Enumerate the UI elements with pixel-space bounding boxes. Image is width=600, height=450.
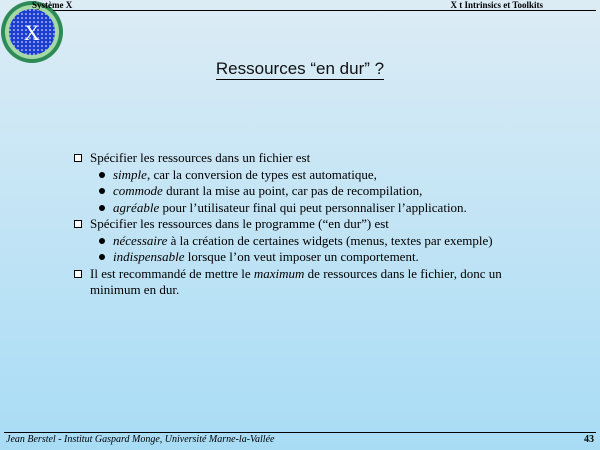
- sub-bullet-text: , car la conversion de types est automatique,: [146, 166, 377, 182]
- sub-bullet-2-1: [70, 233, 550, 250]
- header-rule: [53, 10, 596, 11]
- header-left: Système X: [32, 0, 73, 10]
- emphasis: indispensable: [113, 249, 185, 264]
- bullet-3-line-2: minimum en dur.: [90, 282, 180, 297]
- emphasis: maximum: [253, 265, 305, 281]
- emphasis: agréable: [113, 199, 160, 215]
- bullet-1-text: Spécifier les ressources dans un fichier est: [90, 150, 311, 165]
- header-right: X t Intrinsics et Toolkits: [450, 0, 543, 10]
- dot-bullet-icon: [99, 238, 105, 244]
- sub-bullet-text: à la création de certaines widgets (menus, textes par exemple): [167, 232, 493, 248]
- bullet-1: [70, 150, 550, 167]
- bullet-3-text: Il est recommandé de mettre le: [90, 265, 254, 281]
- logo-text: X: [24, 20, 40, 45]
- sub-bullet-text: pour l’utilisateur final qui peut personnaliser l’application.: [159, 199, 467, 215]
- bullet-2-text: Spécifier les ressources dans le programme (“en dur”) est: [90, 216, 389, 231]
- bullet-2: [70, 216, 550, 233]
- emphasis: nécessaire: [113, 232, 168, 248]
- sub-bullet-text: lorsque l’on veut imposer un comportement.: [184, 249, 419, 264]
- sub-bullet-1-1: [70, 167, 550, 184]
- dot-bullet-icon: [99, 205, 105, 211]
- square-bullet-icon: [74, 154, 82, 162]
- footer-credit: Jean Berstel - Institut Gaspard Monge, Université Marne-la-Vallée: [6, 434, 275, 445]
- footer-rule: [4, 432, 596, 433]
- page-number: 43: [584, 434, 594, 445]
- square-bullet-icon: [74, 220, 82, 228]
- sub-bullet-1-3: [70, 200, 550, 217]
- bullet-3: [70, 266, 550, 283]
- slide-title-text: Ressources “en dur” ?: [215, 59, 385, 78]
- emphasis: simple: [113, 166, 147, 182]
- slide-title: [0, 59, 600, 79]
- sub-bullet-text: durant la mise au point, car pas de recompilation,: [162, 183, 423, 198]
- sub-bullet-2-2: [70, 249, 550, 266]
- sub-bullet-1-2: [70, 183, 550, 200]
- emphasis: commode: [113, 183, 163, 198]
- dot-bullet-icon: [99, 172, 105, 178]
- slide-content: [70, 150, 550, 299]
- dot-bullet-icon: [99, 254, 105, 260]
- bullet-3-text-cont: de ressources dans le fichier, donc un: [304, 265, 502, 281]
- square-bullet-icon: [74, 270, 82, 278]
- dot-bullet-icon: [99, 188, 105, 194]
